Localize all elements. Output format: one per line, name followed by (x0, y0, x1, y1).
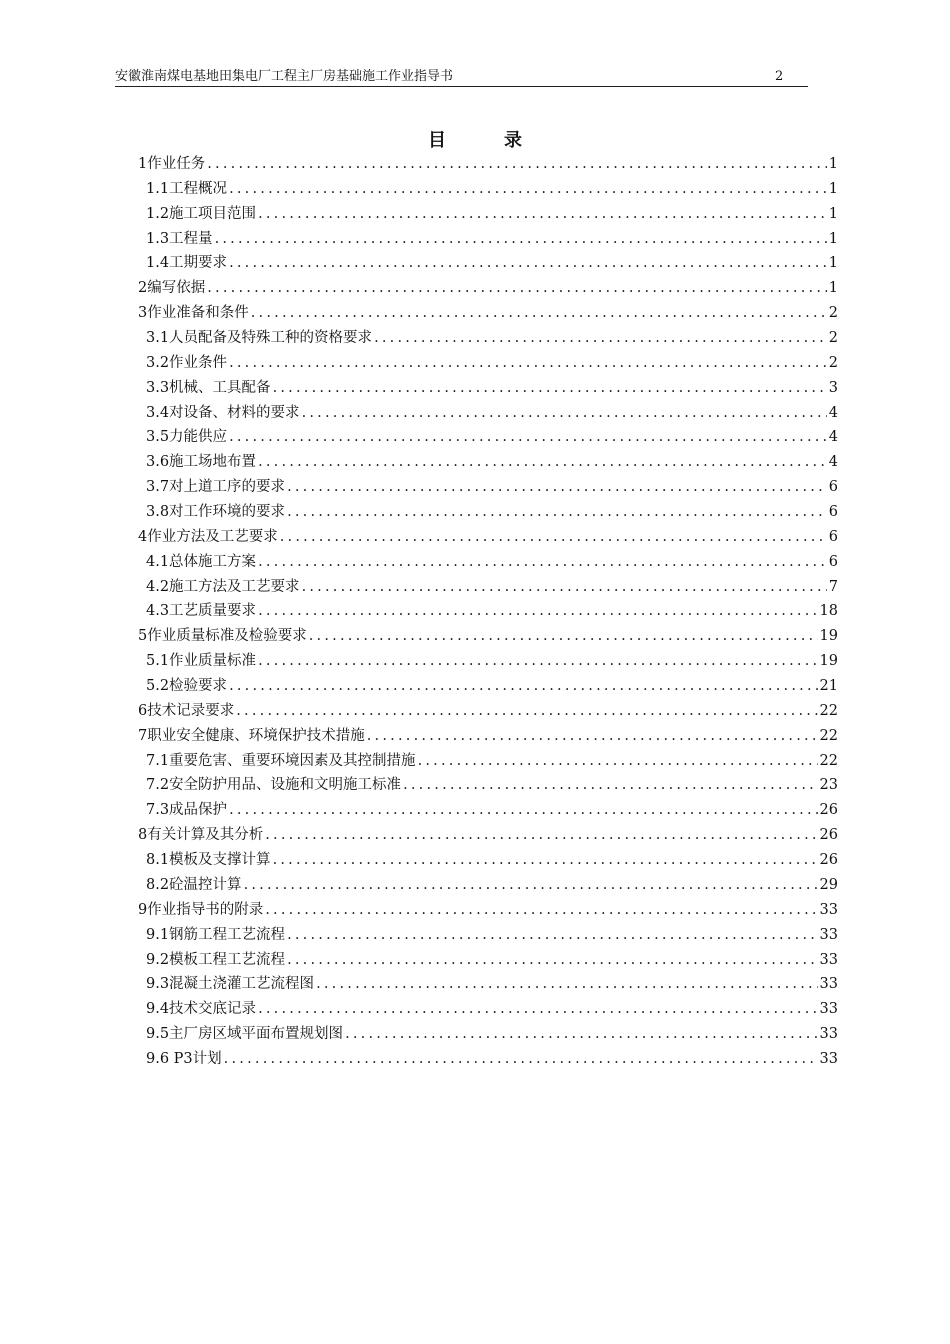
toc-entry-page: 2 (828, 330, 838, 347)
toc-entry-page: 33 (819, 1001, 838, 1018)
toc-leader-dots (258, 599, 817, 624)
toc-entry-label: 9.3混凝土浇灌工艺流程图 (146, 976, 315, 993)
toc-entry-label: 5.1作业质量标准 (146, 653, 257, 670)
toc-entry-page: 33 (819, 1026, 838, 1043)
toc-entry[interactable] (138, 749, 838, 774)
toc-entry[interactable] (138, 550, 838, 575)
toc-entry-label: 4作业方法及工艺要求 (138, 528, 278, 545)
toc-entry[interactable] (138, 848, 838, 873)
toc-entry-page: 23 (819, 777, 838, 794)
toc-entry-label: 3.3机械、工具配备 (146, 379, 271, 396)
toc-entry-label: 9.5主厂房区域平面布置规划图 (146, 1026, 344, 1043)
toc-leader-dots (229, 251, 827, 276)
toc-entry-page: 33 (819, 1050, 838, 1067)
toc-leader-dots (302, 401, 827, 426)
toc-entry-label: 3.7对上道工序的要求 (146, 479, 286, 496)
toc-entry-label: 1.3工程量 (146, 230, 213, 247)
toc-entry[interactable] (138, 699, 838, 724)
toc-entry[interactable] (138, 376, 838, 401)
table-of-contents (138, 152, 838, 1072)
toc-entry-page: 6 (828, 553, 838, 570)
toc-entry[interactable] (138, 972, 838, 997)
toc-entry-label: 9作业指导书的附录 (138, 901, 264, 918)
toc-leader-dots (287, 475, 827, 500)
toc-entry-page: 21 (819, 678, 838, 695)
toc-entry[interactable] (138, 401, 838, 426)
toc-entry[interactable] (138, 351, 838, 376)
toc-entry-label: 3.1人员配备及特殊工种的资格要求 (146, 330, 373, 347)
toc-leader-dots (258, 550, 827, 575)
page-number: 2 (775, 69, 784, 84)
toc-entry-page: 1 (828, 205, 838, 222)
toc-leader-dots (316, 972, 817, 997)
toc-leader-dots (229, 798, 817, 823)
toc-entry-label: 1.2施工项目范围 (146, 205, 257, 222)
toc-entry-page: 1 (828, 230, 838, 247)
toc-entry-label: 3.2作业条件 (146, 354, 228, 371)
toc-leader-dots (224, 1047, 818, 1072)
toc-leader-dots (229, 674, 817, 699)
toc-leader-dots (207, 152, 827, 177)
toc-leader-dots (273, 848, 818, 873)
toc-entry[interactable] (138, 251, 838, 276)
toc-entry-label: 1.4工期要求 (146, 255, 228, 272)
toc-entry-label: 4.2施工方法及工艺要求 (146, 578, 300, 595)
toc-leader-dots (265, 898, 817, 923)
toc-heading: 目录 (428, 130, 580, 151)
toc-entry[interactable] (138, 948, 838, 973)
toc-entry-page: 4 (828, 404, 838, 421)
toc-leader-dots (215, 227, 827, 252)
toc-entry[interactable] (138, 227, 838, 252)
toc-entry-label: 9.4技术交底记录 (146, 1001, 257, 1018)
toc-entry-label: 3.8对工作环境的要求 (146, 504, 286, 521)
toc-entry[interactable] (138, 525, 838, 550)
toc-leader-dots (287, 923, 817, 948)
toc-entry[interactable] (138, 500, 838, 525)
toc-entry[interactable] (138, 326, 838, 351)
toc-entry[interactable] (138, 152, 838, 177)
toc-entry[interactable] (138, 674, 838, 699)
toc-entry-page: 6 (828, 504, 838, 521)
toc-entry-label: 7.1重要危害、重要环境因素及其控制措施 (146, 752, 416, 769)
toc-entry-label: 8.2砼温控计算 (146, 876, 242, 893)
toc-entry[interactable] (138, 202, 838, 227)
toc-entry-page: 4 (828, 454, 838, 471)
toc-entry[interactable] (138, 997, 838, 1022)
toc-entry[interactable] (138, 1022, 838, 1047)
toc-leader-dots (251, 301, 827, 326)
toc-leader-dots (287, 500, 827, 525)
toc-leader-dots (244, 873, 818, 898)
toc-entry-label: 8有关计算及其分析 (138, 827, 264, 844)
toc-entry-label: 6技术记录要求 (138, 702, 235, 719)
toc-entry-page: 22 (819, 702, 838, 719)
toc-entry-page: 2 (828, 305, 838, 322)
toc-leader-dots (418, 749, 818, 774)
toc-leader-dots (229, 351, 827, 376)
toc-leader-dots (207, 276, 827, 301)
toc-leader-dots (403, 773, 817, 798)
toc-entry[interactable] (138, 724, 838, 749)
toc-entry[interactable] (138, 873, 838, 898)
toc-entry-page: 33 (819, 976, 838, 993)
toc-entry-page: 26 (819, 827, 838, 844)
toc-entry-label: 7职业安全健康、环境保护技术措施 (138, 727, 365, 744)
toc-leader-dots (345, 1022, 817, 1047)
toc-entry-label: 7.2安全防护用品、设施和文明施工标准 (146, 777, 402, 794)
toc-entry-label: 4.3工艺质量要求 (146, 603, 257, 620)
toc-leader-dots (258, 202, 827, 227)
toc-entry-label: 5作业质量标准及检验要求 (138, 628, 307, 645)
toc-entry-page: 1 (828, 280, 838, 297)
toc-entry-label: 3.6施工场地布置 (146, 454, 257, 471)
toc-entry-page: 26 (819, 852, 838, 869)
toc-leader-dots (374, 326, 827, 351)
toc-entry-page: 2 (828, 354, 838, 371)
toc-entry[interactable] (138, 649, 838, 674)
toc-leader-dots (236, 699, 817, 724)
toc-entry[interactable] (138, 798, 838, 823)
toc-leader-dots (258, 450, 827, 475)
toc-entry-page: 1 (828, 156, 838, 172)
toc-entry-label: 5.2检验要求 (146, 678, 228, 695)
toc-entry[interactable] (138, 898, 838, 923)
toc-leader-dots (273, 376, 827, 401)
toc-entry-label: 4.1总体施工方案 (146, 553, 257, 570)
toc-entry-page: 33 (819, 951, 838, 968)
toc-leader-dots (258, 649, 817, 674)
toc-entry-page: 1 (828, 180, 838, 197)
toc-entry[interactable] (138, 823, 838, 848)
toc-entry-label: 3.5力能供应 (146, 429, 228, 446)
toc-entry-page: 1 (828, 255, 838, 272)
toc-entry-label: 1作业任务 (138, 156, 206, 172)
toc-entry-label: 7.3成品保护 (146, 802, 228, 819)
toc-leader-dots (309, 624, 818, 649)
toc-entry-page: 3 (828, 379, 838, 396)
toc-entry-page: 7 (828, 578, 838, 595)
toc-entry[interactable] (138, 450, 838, 475)
toc-entry[interactable] (138, 425, 838, 450)
toc-entry-label: 1.1工程概况 (146, 180, 228, 197)
toc-leader-dots (287, 948, 817, 973)
toc-entry-page: 33 (819, 926, 838, 943)
toc-entry-page: 19 (819, 653, 838, 670)
toc-leader-dots (280, 525, 827, 550)
toc-entry-label: 9.6 P3计划 (146, 1050, 222, 1067)
toc-leader-dots (265, 823, 817, 848)
toc-leader-dots (229, 425, 827, 450)
toc-entry-page: 29 (819, 876, 838, 893)
toc-entry[interactable] (138, 624, 838, 649)
toc-entry-label: 8.1模板及支撑计算 (146, 852, 271, 869)
toc-leader-dots (367, 724, 818, 749)
toc-entry[interactable] (138, 599, 838, 624)
toc-entry[interactable] (138, 575, 838, 600)
toc-entry-page: 22 (819, 727, 838, 744)
toc-entry-label: 9.2模板工程工艺流程 (146, 951, 286, 968)
toc-leader-dots (258, 997, 817, 1022)
toc-entry-label: 3作业准备和条件 (138, 305, 249, 322)
toc-entry-label: 2编写依据 (138, 280, 206, 297)
toc-entry-page: 26 (819, 802, 838, 819)
toc-entry[interactable] (138, 1047, 838, 1072)
toc-entry[interactable] (138, 301, 838, 326)
toc-entry[interactable] (138, 276, 838, 301)
toc-leader-dots (302, 575, 827, 600)
toc-entry-page: 22 (819, 752, 838, 769)
toc-entry-page: 6 (828, 528, 838, 545)
toc-entry-label: 9.1钢筋工程工艺流程 (146, 926, 286, 943)
toc-entry[interactable] (138, 475, 838, 500)
toc-entry[interactable] (138, 923, 838, 948)
toc-entry-page: 33 (819, 901, 838, 918)
toc-entry-page: 4 (828, 429, 838, 446)
document-title: 安徽淮南煤电基地田集电厂工程主厂房基础施工作业指导书 (115, 69, 454, 84)
toc-leader-dots (229, 177, 827, 202)
toc-entry[interactable] (138, 773, 838, 798)
toc-entry-page: 18 (819, 603, 838, 620)
toc-entry-label: 3.4对设备、材料的要求 (146, 404, 300, 421)
toc-entry-page: 6 (828, 479, 838, 496)
toc-entry-page: 19 (819, 628, 838, 645)
page-header (115, 68, 808, 87)
toc-entry[interactable] (138, 177, 838, 202)
